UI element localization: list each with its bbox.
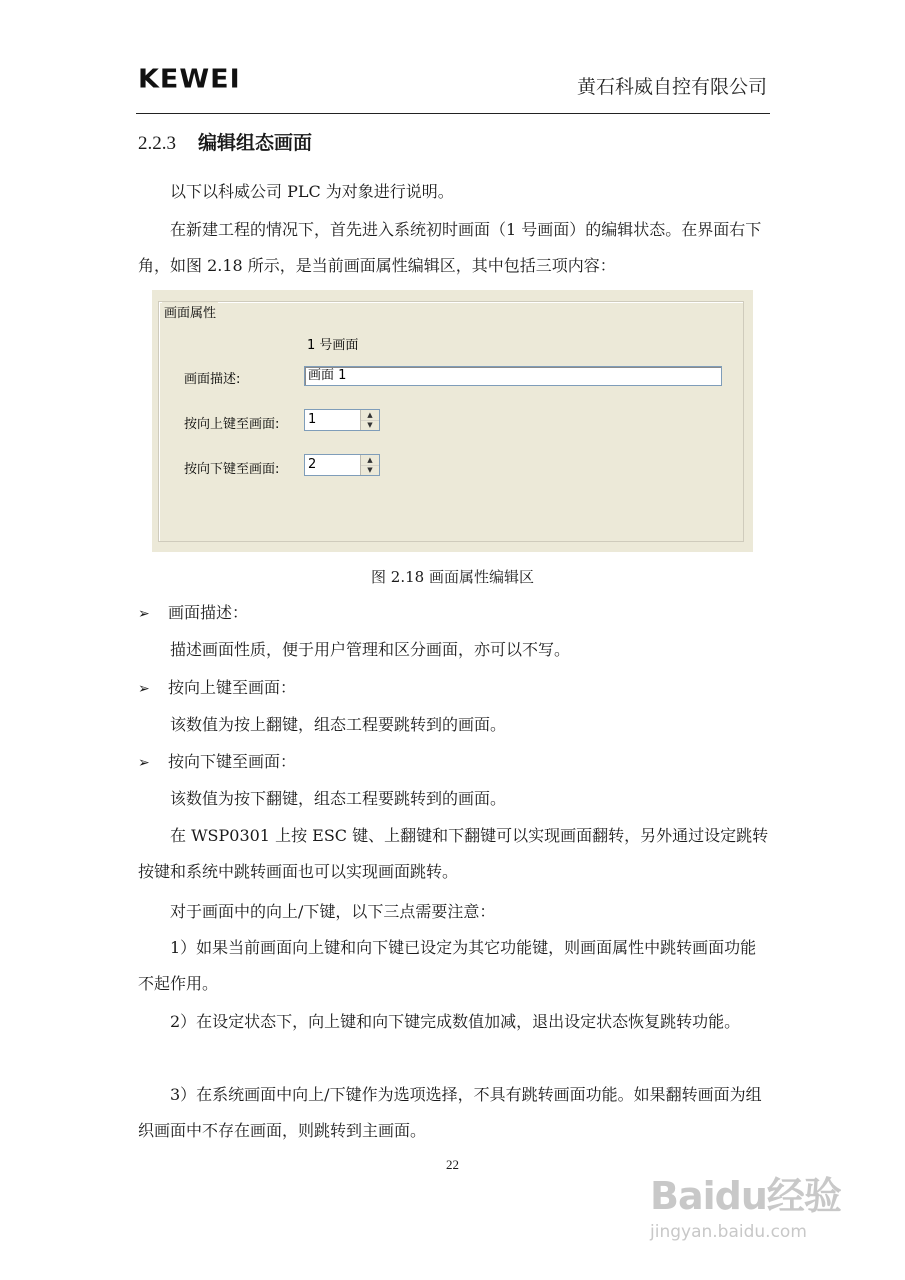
down-key-spin-buttons bbox=[360, 455, 379, 475]
body-paragraph: 2）在设定状态下，向上键和向下键完成数值加减，退出设定状态恢复跳转功能。 bbox=[170, 1012, 741, 1031]
up-key-spin-buttons bbox=[360, 410, 379, 430]
bullet-text: 该数值为按上翻键，组态工程要跳转到的画面。 bbox=[170, 715, 507, 734]
page-number: 22 bbox=[446, 1157, 459, 1172]
body-paragraph: 3）在系统画面中向上/下键作为选项选择，不具有跳转画面功能。如果翻转画面为组织画面中不存在画面，则跳转到主画面。 bbox=[138, 1085, 762, 1140]
figure-caption: 图 2.18 画面属性编辑区 bbox=[371, 568, 534, 586]
intro-paragraph-1: 以下以科威公司 PLC 为对象进行说明。 bbox=[170, 182, 454, 201]
spin-down-arrow-icon[interactable]: ▼ bbox=[367, 421, 373, 429]
spin-up-arrow-icon[interactable]: ▲ bbox=[361, 455, 379, 466]
down-key-value[interactable]: 2 bbox=[308, 457, 317, 472]
spin-up-arrow-icon[interactable]: ▲ bbox=[361, 410, 379, 421]
description-label: 画面描述: bbox=[184, 372, 241, 387]
body-paragraph: 在 WSP0301 上按 ESC 键、上翻键和下翻键可以实现画面翻转，另外通过设定跳转按键和系统中跳转画面也可以实现画面跳转。 bbox=[138, 826, 769, 881]
bullet-title: 按向下键至画面： bbox=[168, 752, 297, 771]
bullet-item bbox=[138, 750, 296, 775]
up-key-label: 按向上键至画面: bbox=[184, 417, 280, 432]
bullet-item bbox=[138, 676, 296, 701]
bullet-item bbox=[138, 601, 248, 626]
spin-down-arrow-icon[interactable]: ▼ bbox=[367, 466, 373, 474]
arrow-bullet-icon: ➢ bbox=[138, 681, 150, 697]
header-divider bbox=[136, 113, 770, 114]
bullet-text: 该数值为按下翻键，组态工程要跳转到的画面。 bbox=[170, 789, 507, 808]
baidu-watermark bbox=[650, 1165, 841, 1242]
description-input[interactable]: 画面 1 bbox=[304, 366, 722, 386]
screen-properties-panel bbox=[152, 290, 753, 552]
up-key-value[interactable]: 1 bbox=[308, 412, 317, 427]
groupbox-title: 画面属性 bbox=[162, 302, 218, 321]
bullet-title: 按向上键至画面： bbox=[168, 678, 297, 697]
body-paragraph: 1）如果当前画面向上键和向下键已设定为其它功能键，则画面属性中跳转画面功能不起作用。 bbox=[138, 938, 757, 993]
screen-name-label: 1 号画面 bbox=[307, 338, 359, 353]
bullet-title: 画面描述： bbox=[168, 603, 249, 622]
up-key-spinbox[interactable] bbox=[304, 409, 380, 431]
down-key-spinbox[interactable] bbox=[304, 454, 380, 476]
section-heading bbox=[138, 128, 312, 155]
down-key-label: 按向下键至画面: bbox=[184, 462, 280, 477]
bullet-text: 描述画面性质，便于用户管理和区分画面，亦可以不写。 bbox=[170, 640, 571, 659]
watermark-brand: Baidu经验 bbox=[650, 1174, 841, 1218]
section-number: 2.2.3 bbox=[138, 133, 176, 154]
company-name: 黄石科威自控有限公司 bbox=[576, 76, 767, 98]
arrow-bullet-icon: ➢ bbox=[138, 606, 150, 622]
company-logo: KEWEI bbox=[138, 64, 241, 95]
watermark-site: jingyan.baidu.com bbox=[650, 1222, 807, 1242]
section-title: 编辑组态画面 bbox=[198, 132, 313, 154]
intro-paragraph-2: 在新建工程的情况下，首先进入系统初时画面（1 号画面）的编辑状态。在界面右下角，如图 2.18 所示，是当前画面属性编辑区，其中包括三项内容： bbox=[138, 220, 762, 275]
arrow-bullet-icon: ➢ bbox=[138, 755, 150, 771]
body-paragraph: 对于画面中的向上/下键，以下三点需要注意： bbox=[170, 902, 496, 921]
properties-groupbox bbox=[158, 301, 744, 542]
